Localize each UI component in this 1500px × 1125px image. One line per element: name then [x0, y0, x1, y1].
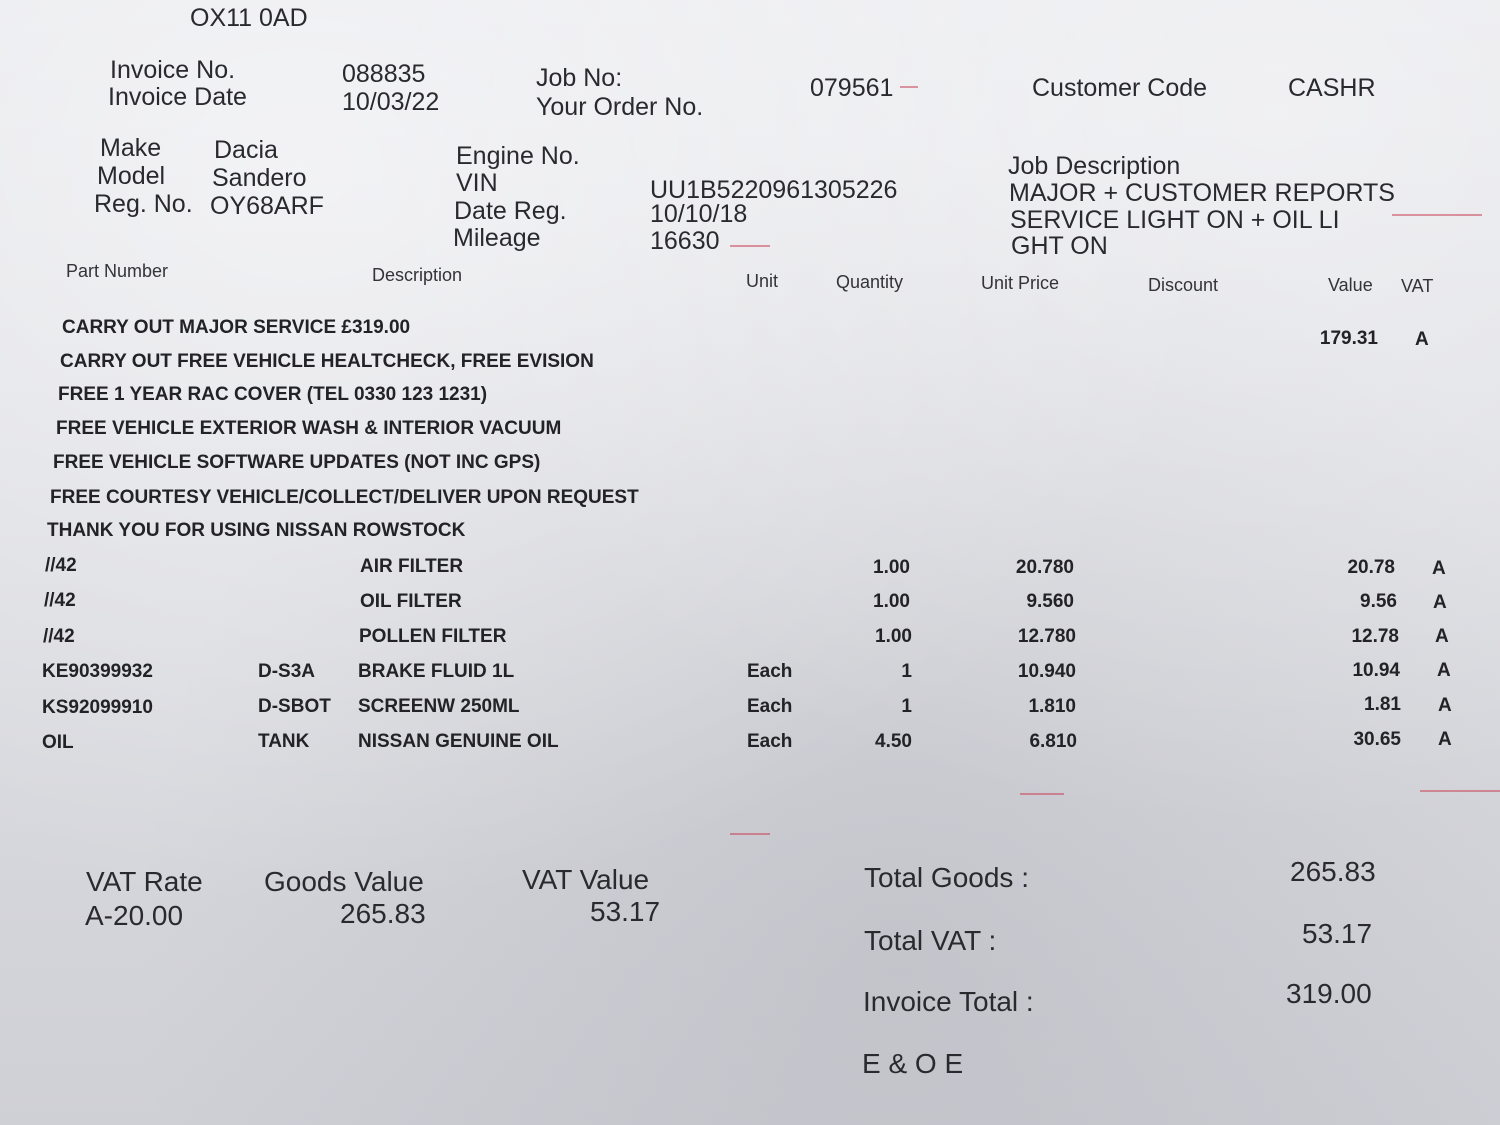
- item-vat: A: [1437, 660, 1451, 681]
- item-description: OIL FILTER: [360, 591, 462, 612]
- reg-label: Reg. No.: [94, 190, 193, 218]
- customer-code-label: Customer Code: [1032, 74, 1208, 102]
- total-vat-label: Total VAT :: [864, 925, 997, 956]
- item-vat: A: [1435, 626, 1449, 647]
- print-mark: [1420, 790, 1500, 792]
- col-value: Value: [1328, 275, 1373, 295]
- date-reg-label: Date Reg.: [454, 197, 567, 225]
- item-value: 30.65: [1353, 729, 1401, 750]
- make: Dacia: [214, 136, 278, 164]
- item-description: POLLEN FILTER: [359, 626, 507, 647]
- job-description-line: MAJOR + CUSTOMER REPORTS: [1009, 179, 1395, 207]
- note-line: CARRY OUT FREE VEHICLE HEALTCHECK, FREE EVISION: [60, 351, 594, 372]
- goods-value-label: Goods Value: [264, 866, 424, 897]
- item-quantity: 1.00: [875, 626, 912, 647]
- item-description: BRAKE FLUID 1L: [358, 661, 515, 682]
- col-part-number: Part Number: [66, 261, 169, 281]
- model-label: Model: [97, 162, 166, 190]
- postcode: OX11 0AD: [190, 4, 308, 32]
- model: Sandero: [212, 164, 307, 192]
- service-vat: A: [1415, 329, 1429, 350]
- mileage-label: Mileage: [453, 224, 541, 252]
- item-part-number: OIL: [42, 732, 74, 753]
- invoice-date: 10/03/22: [342, 88, 440, 116]
- job-description-label: Job Description: [1008, 152, 1181, 180]
- mileage: 16630: [650, 227, 720, 255]
- item-vat: A: [1432, 558, 1446, 579]
- job-no: 079561: [810, 74, 894, 102]
- job-description-line: GHT ON: [1011, 232, 1108, 260]
- make-label: Make: [100, 134, 162, 162]
- item-part-number: //42: [43, 626, 75, 647]
- invoice-total-label: Invoice Total :: [863, 986, 1034, 1017]
- item-part-number: //42: [44, 590, 76, 611]
- eoe-note: E & O E: [862, 1048, 964, 1079]
- item-value: 12.78: [1351, 626, 1399, 647]
- order-no-label: Your Order No.: [536, 93, 704, 121]
- vat-rate-label: VAT Rate: [86, 866, 203, 897]
- item-description: AIR FILTER: [360, 556, 464, 577]
- print-mark: [730, 245, 770, 247]
- note-line: FREE 1 YEAR RAC COVER (TEL 0330 123 1231): [58, 384, 488, 405]
- total-goods-label: Total Goods :: [864, 862, 1029, 893]
- item-quantity: 4.50: [875, 731, 912, 752]
- item-unit-price: 20.780: [1015, 557, 1074, 578]
- item-quantity: 1.00: [873, 557, 910, 578]
- item-value: 10.94: [1352, 660, 1400, 681]
- note-line: FREE VEHICLE EXTERIOR WASH & INTERIOR VACUUM: [56, 418, 562, 439]
- note-line: FREE VEHICLE SOFTWARE UPDATES (NOT INC GPS): [53, 452, 541, 473]
- service-value: 179.31: [1319, 328, 1378, 349]
- job-no-label: Job No:: [536, 64, 623, 92]
- print-mark: [1020, 793, 1064, 795]
- item-part-number: KS92099910: [42, 697, 153, 718]
- col-discount: Discount: [1148, 275, 1219, 295]
- vin-label: VIN: [456, 169, 498, 197]
- invoice-no: 088835: [342, 60, 426, 88]
- item-unit-price: 10.940: [1017, 661, 1076, 682]
- customer-code: CASHR: [1288, 74, 1376, 102]
- item-unit-price: 12.780: [1017, 626, 1076, 647]
- item-value: 20.78: [1347, 557, 1395, 578]
- print-mark: [730, 833, 770, 835]
- date-reg: 10/10/18: [650, 200, 748, 228]
- invoice-no-label: Invoice No.: [110, 56, 236, 84]
- item-vat: A: [1438, 729, 1452, 750]
- reg-no: OY68ARF: [210, 192, 324, 220]
- note-line: FREE COURTESY VEHICLE/COLLECT/DELIVER UPON REQUEST: [50, 487, 639, 508]
- total-goods: 265.83: [1290, 856, 1376, 887]
- item-unit: Each: [747, 731, 793, 752]
- col-description: Description: [372, 265, 463, 285]
- item-code: TANK: [258, 731, 310, 752]
- vat-rate: A-20.00: [85, 900, 184, 931]
- invoice-total: 319.00: [1286, 978, 1372, 1009]
- item-quantity: 1: [901, 661, 912, 682]
- item-quantity: 1: [901, 696, 912, 717]
- item-vat: A: [1433, 592, 1447, 613]
- vat-value-label: VAT Value: [522, 864, 650, 895]
- item-unit: Each: [747, 696, 793, 717]
- job-description-line: SERVICE LIGHT ON + OIL LI: [1010, 206, 1340, 234]
- print-mark: [1392, 214, 1482, 216]
- item-part-number: KE90399932: [42, 661, 153, 682]
- note-line: THANK YOU FOR USING NISSAN ROWSTOCK: [47, 520, 466, 541]
- invoice-date-label: Invoice Date: [108, 83, 247, 111]
- vat-value: 53.17: [590, 896, 661, 927]
- item-vat: A: [1438, 695, 1452, 716]
- goods-value: 265.83: [340, 898, 426, 929]
- item-value: 1.81: [1364, 694, 1401, 715]
- print-mark: [900, 86, 918, 88]
- item-unit-price: 6.810: [1029, 731, 1077, 752]
- item-description: NISSAN GENUINE OIL: [358, 731, 559, 752]
- col-vat: VAT: [1401, 276, 1434, 296]
- item-quantity: 1.00: [873, 591, 910, 612]
- item-value: 9.56: [1360, 591, 1397, 612]
- vin: UU1B5220961305226: [650, 176, 898, 204]
- item-code: D-S3A: [258, 661, 316, 682]
- item-unit-price: 1.810: [1028, 696, 1076, 717]
- col-unit: Unit: [746, 271, 779, 291]
- item-unit: Each: [747, 661, 793, 682]
- item-code: D-SBOT: [258, 696, 331, 717]
- engine-label: Engine No.: [456, 142, 580, 170]
- total-vat: 53.17: [1302, 918, 1373, 949]
- col-quantity: Quantity: [836, 272, 904, 292]
- item-part-number: //42: [45, 555, 77, 576]
- note-line: CARRY OUT MAJOR SERVICE £319.00: [62, 317, 411, 338]
- item-unit-price: 9.560: [1026, 591, 1074, 612]
- col-unit-price: Unit Price: [981, 273, 1060, 293]
- item-description: SCREENW 250ML: [358, 696, 520, 717]
